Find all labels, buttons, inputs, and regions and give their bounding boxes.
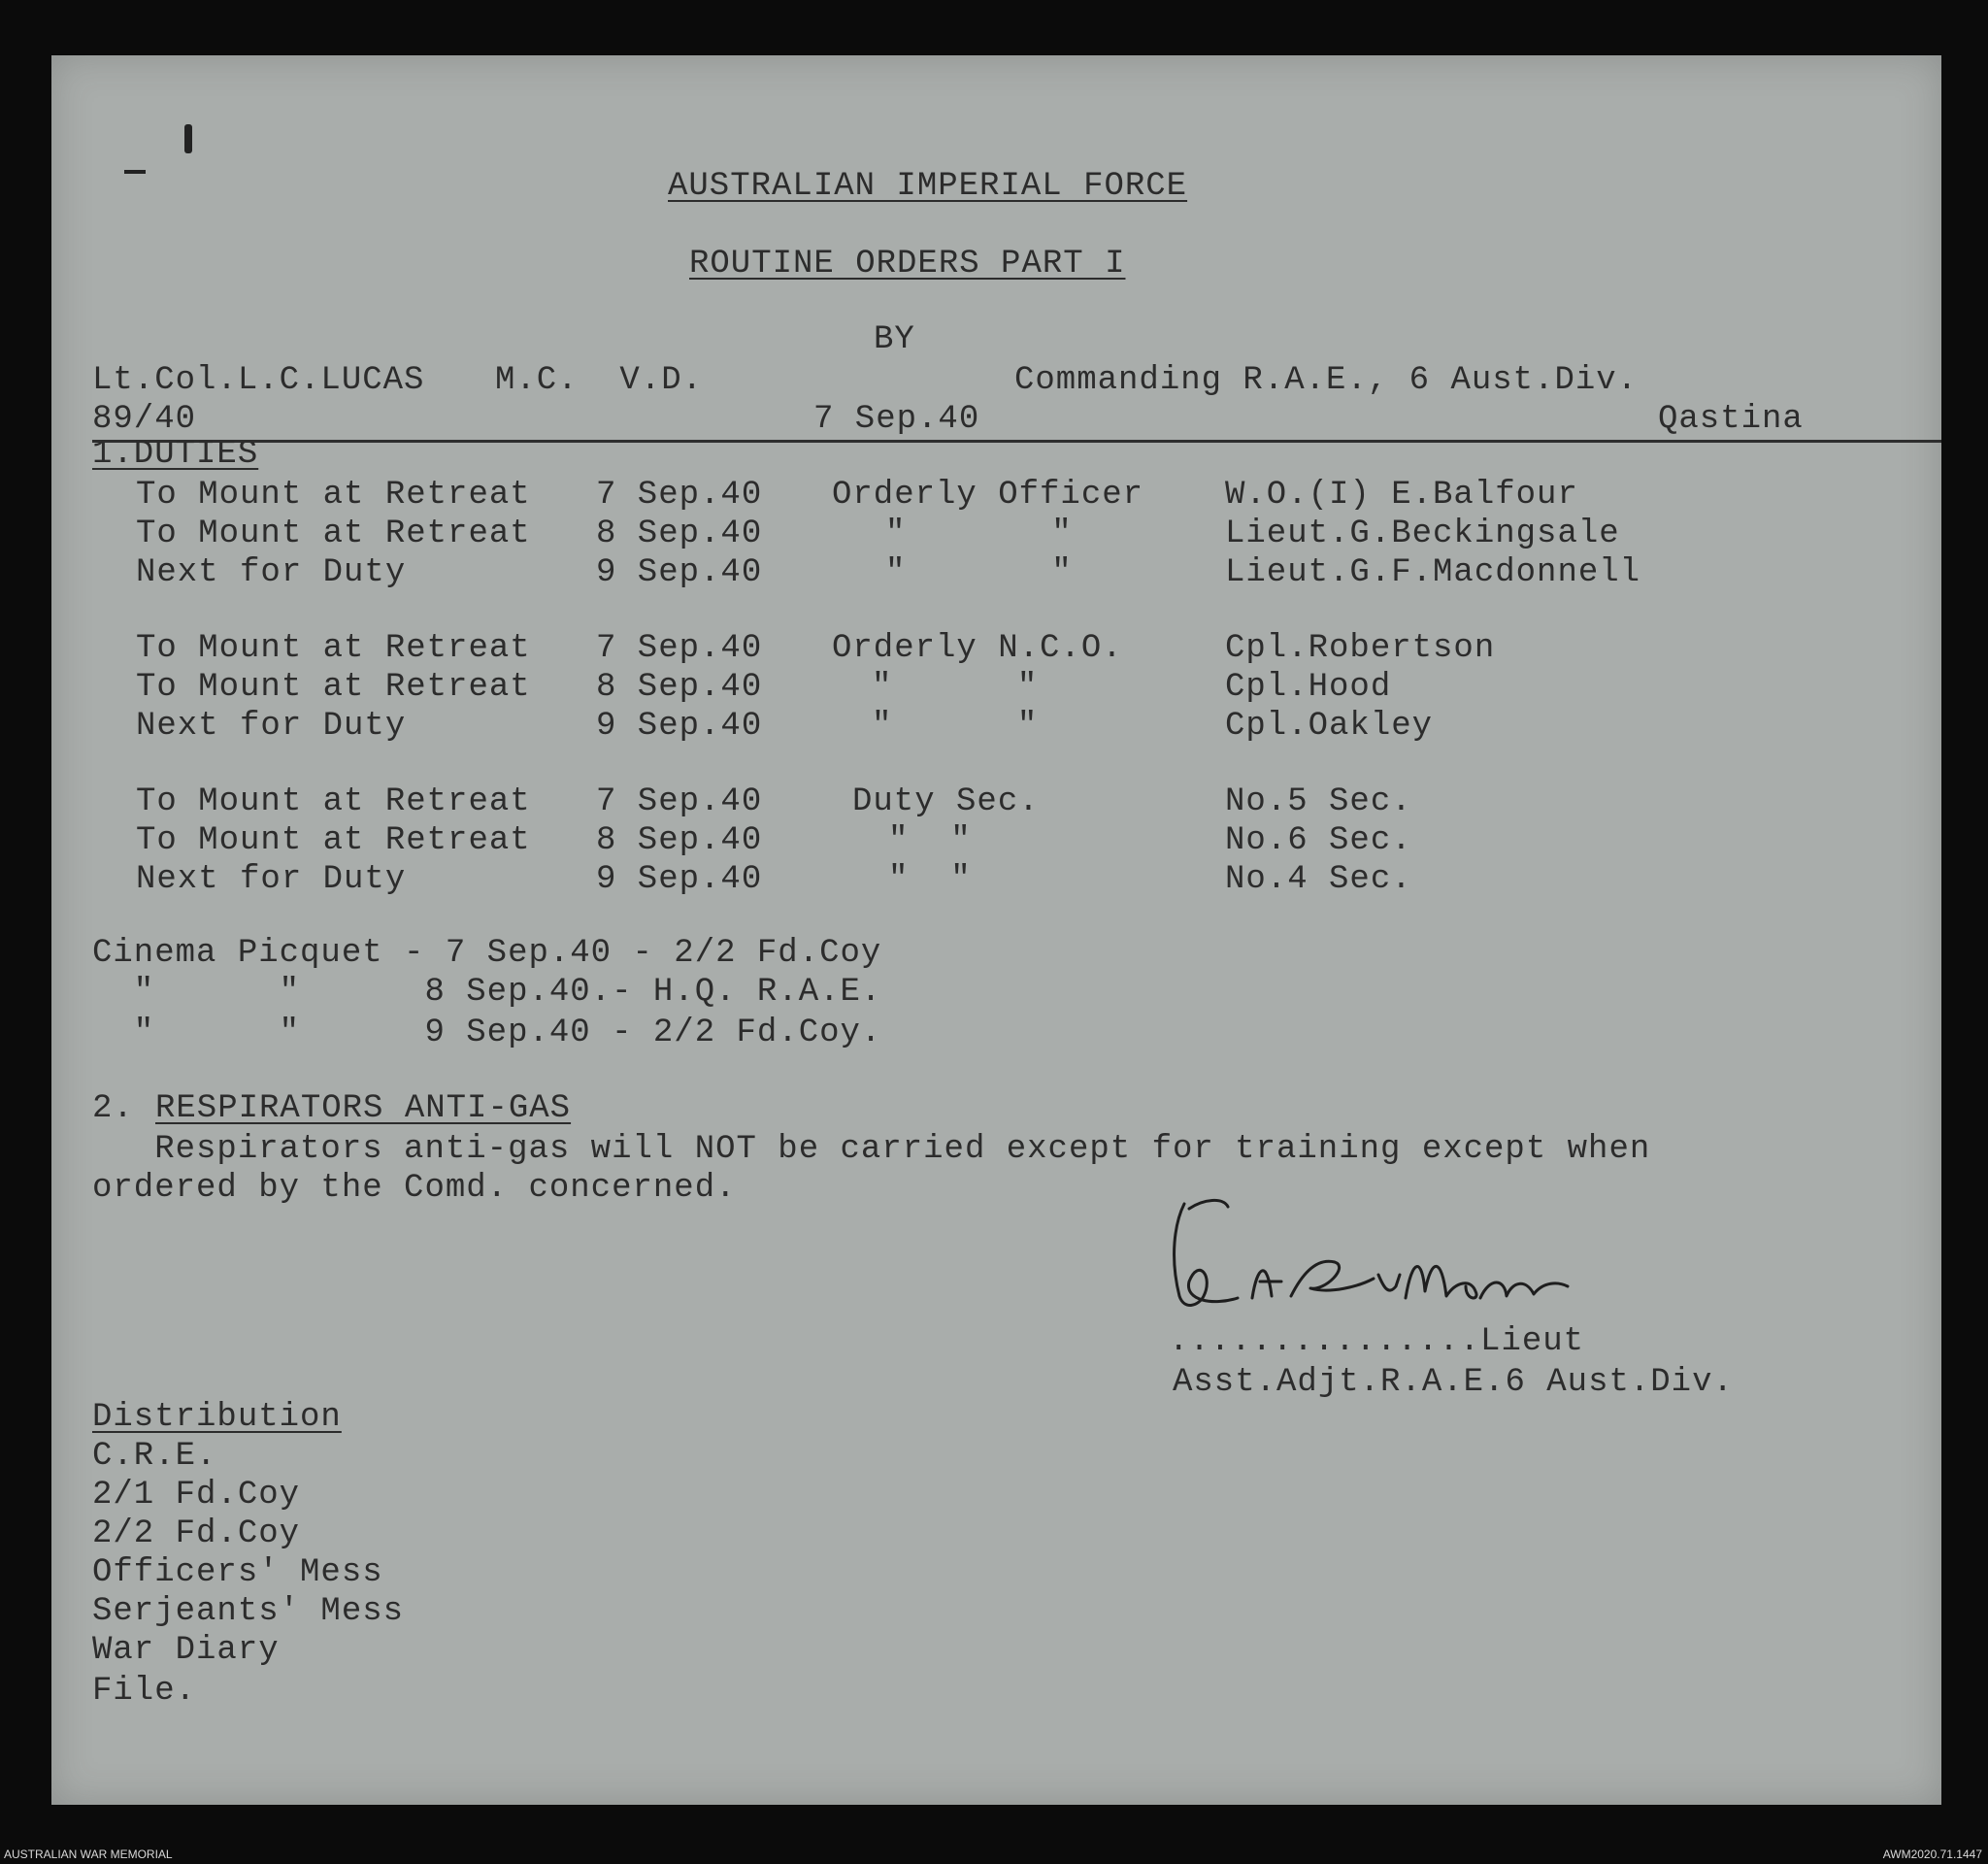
duty-row-8-name: No.6 Sec.	[1225, 822, 1412, 859]
order-date: 7 Sep.40	[813, 401, 980, 438]
document-title: AUSTRALIAN IMPERIAL FORCE	[668, 168, 1188, 205]
section-number-2: 2.	[92, 1090, 134, 1127]
duty-row-2-duty: To Mount at Retreat	[136, 516, 531, 552]
command-title: Commanding R.A.E., 6 Aust.Div.	[1014, 362, 1639, 399]
duty-row-7-role: Duty Sec.	[852, 783, 1040, 820]
commander-name: Lt.Col.L.C.LUCAS	[92, 362, 425, 399]
section-title-respirators: RESPIRATORS ANTI-GAS	[155, 1090, 572, 1127]
header-rule	[92, 440, 1941, 443]
duty-row-6-date: 9 Sep.40	[596, 708, 763, 745]
duty-row-2-role: " "	[885, 516, 1073, 552]
duty-row-7-name: No.5 Sec.	[1225, 783, 1412, 820]
distribution-item: File.	[92, 1673, 197, 1710]
duty-row-6-role: " "	[872, 708, 1039, 745]
respirators-text-line-1: Respirators anti-gas will NOT be carried except for training except when	[92, 1131, 1651, 1168]
duty-row-1-duty: To Mount at Retreat	[136, 477, 531, 514]
duty-row-4-duty: To Mount at Retreat	[136, 630, 531, 667]
punch-mark	[184, 124, 192, 153]
duty-row-1-role: Orderly Officer	[832, 477, 1144, 514]
handwritten-signature	[1145, 1189, 1650, 1335]
duty-row-9-date: 9 Sep.40	[596, 861, 763, 898]
duty-row-5-name: Cpl.Hood	[1225, 669, 1392, 706]
distribution-title: Distribution	[92, 1399, 342, 1436]
cinema-picquet-line: " " 9 Sep.40 - 2/2 Fd.Coy.	[92, 1015, 882, 1051]
signature-dots: ...............Lieut	[1169, 1323, 1585, 1360]
duty-row-2-date: 8 Sep.40	[596, 516, 763, 552]
duty-row-9-role: " "	[888, 861, 972, 898]
respirators-text-line-2: ordered by the Comd. concerned.	[92, 1170, 737, 1207]
duty-row-8-role: " "	[888, 822, 972, 859]
duty-row-5-duty: To Mount at Retreat	[136, 669, 531, 706]
duty-row-7-date: 7 Sep.40	[596, 783, 763, 820]
duty-row-1-name: W.O.(I) E.Balfour	[1225, 477, 1578, 514]
cinema-picquet-line: " " 8 Sep.40.- H.Q. R.A.E.	[92, 974, 882, 1011]
by-label: BY	[874, 321, 915, 358]
duty-row-1-date: 7 Sep.40	[596, 477, 763, 514]
duty-row-3-duty: Next for Duty	[136, 554, 407, 591]
duty-row-8-duty: To Mount at Retreat	[136, 822, 531, 859]
punch-mark	[124, 170, 146, 174]
order-number: 89/40	[92, 401, 197, 438]
distribution-item: 2/1 Fd.Coy	[92, 1477, 301, 1514]
duty-row-4-name: Cpl.Robertson	[1225, 630, 1496, 667]
commander-honours: M.C. V.D.	[495, 362, 704, 399]
cinema-picquet-line: Cinema Picquet - 7 Sep.40 - 2/2 Fd.Coy	[92, 935, 882, 972]
duty-row-3-date: 9 Sep.40	[596, 554, 763, 591]
duty-row-6-name: Cpl.Oakley	[1225, 708, 1434, 745]
distribution-item: Serjeants' Mess	[92, 1593, 405, 1630]
document-page	[51, 55, 1941, 1805]
signatory-position: Asst.Adjt.R.A.E.6 Aust.Div.	[1173, 1364, 1734, 1401]
duty-row-4-date: 7 Sep.40	[596, 630, 763, 667]
duty-row-7-duty: To Mount at Retreat	[136, 783, 531, 820]
distribution-item: 2/2 Fd.Coy	[92, 1515, 301, 1552]
archive-credit: AUSTRALIAN WAR MEMORIAL	[4, 1847, 173, 1861]
duty-row-4-role: Orderly N.C.O.	[832, 630, 1123, 667]
duty-row-3-name: Lieut.G.F.Macdonnell	[1225, 554, 1641, 591]
duty-row-5-date: 8 Sep.40	[596, 669, 763, 706]
duty-row-2-name: Lieut.G.Beckingsale	[1225, 516, 1620, 552]
duty-row-8-date: 8 Sep.40	[596, 822, 763, 859]
duty-row-5-role: " "	[872, 669, 1039, 706]
distribution-item: War Diary	[92, 1632, 280, 1669]
duty-row-6-duty: Next for Duty	[136, 708, 407, 745]
archive-reference: AWM2020.71.1447	[1882, 1847, 1982, 1861]
duty-row-9-name: No.4 Sec.	[1225, 861, 1412, 898]
duty-row-9-duty: Next for Duty	[136, 861, 407, 898]
order-place: Qastina	[1658, 401, 1804, 438]
distribution-item: C.R.E.	[92, 1438, 217, 1475]
duty-row-3-role: " "	[885, 554, 1073, 591]
distribution-item: Officers' Mess	[92, 1554, 383, 1591]
document-subtitle: ROUTINE ORDERS PART I	[689, 246, 1126, 283]
section-title-duties: 1.DUTIES	[92, 436, 259, 473]
